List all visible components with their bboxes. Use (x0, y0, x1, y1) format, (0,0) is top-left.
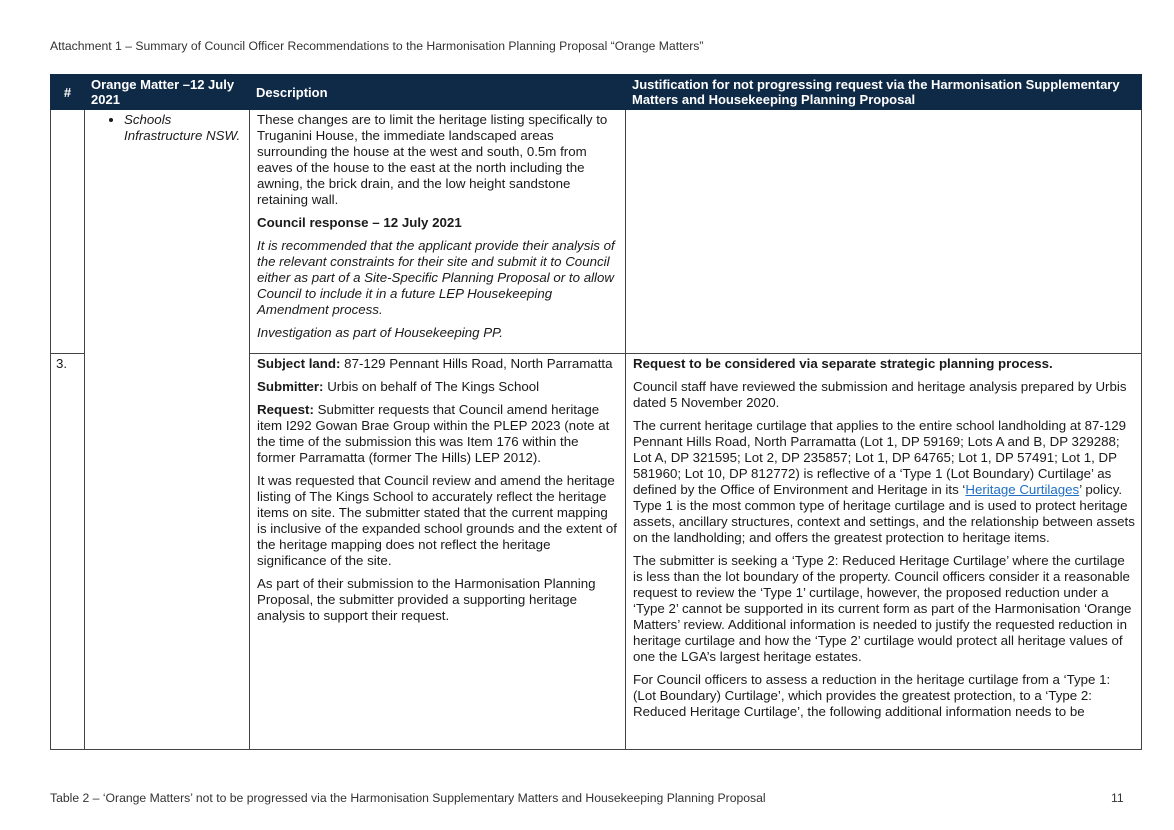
page-number: 11 (1111, 791, 1124, 805)
submitter-list (92, 112, 243, 144)
row-number: 3. (51, 354, 85, 750)
justification-cell-row-3 (626, 354, 1142, 750)
subject-land (257, 356, 619, 372)
number-cell-empty (51, 110, 85, 354)
table-row-continued (51, 110, 1142, 354)
council-response-heading: Council response – 12 July 2021 (257, 215, 462, 230)
description-cell-row-3 (250, 354, 626, 750)
subject-land-label: Subject land: (257, 356, 341, 371)
investigation-note: Investigation as part of Housekeeping PP. (257, 325, 503, 340)
description-cell-continued (250, 110, 626, 354)
table-header-row (51, 75, 1142, 110)
table-caption: Table 2 – ‘Orange Matters’ not to be progressed via the Harmonisation Supplementary Matters and Housekeeping Planning Proposal (50, 791, 766, 805)
heritage-curtilages-link[interactable]: Heritage Curtilages (965, 482, 1080, 497)
column-header-orange-matter: Orange Matter –12 July 2021 (85, 75, 250, 110)
curtilage-text-start: The current heritage curtilage that applies to the entire school landholding at 87-129 Pennant Hills Road, North Parramatta (Lot 1, DP 59169; Lots A and B, DP 329288; Lot A, DP 321595; Lot 2, DP 235857; Lot 1, DP 64765; Lot 1, DP 57491; Lot 1, DP 581960; Lot 10, DP 812772) is reflective of a ‘Type 1 (Lot Boundary) Curtilage’ as defined by the Office of Environment and Heritage in its ‘ (633, 418, 1127, 497)
orange-matter-cell (85, 110, 250, 750)
column-header-description: Description (250, 75, 626, 110)
submission-paragraph: As part of their submission to the Harmonisation Planning Proposal, the submitter provided a supporting heritage analysis to support their request. (257, 576, 596, 623)
description-intro: These changes are to limit the heritage listing specifically to Truganini House, the immediate landscaped areas surrounding the house at the west and south, 0.5m from eaves of the house to the east at the north including the awning, the brick drain, and the low height sandstone retaining wall. (257, 112, 608, 207)
assessment-paragraph: For Council officers to assess a reduction in the heritage curtilage from a ‘Type 1: (Lot Boundary) Curtilage’, which provides the greatest protection, to a ‘Type 2: Reduced Heritage Curtilage’, the following additional information needs to be (633, 672, 1111, 719)
column-header-number: # (51, 75, 85, 110)
request (257, 402, 619, 466)
council-response-text: It is recommended that the applicant provide their analysis of the relevant constraints for their site and submit it to Council either as part of a Site-Specific Planning Proposal or to allow Council to include it in a future LEP Housekeeping Amendment process. (257, 238, 615, 317)
staff-review-paragraph: Council staff have reviewed the submission and heritage analysis prepared by Urbis dated 5 November 2020. (633, 379, 1127, 410)
justification-heading: Request to be considered via separate strategic planning process. (633, 356, 1053, 371)
request-value: Submitter requests that Council amend heritage item I292 Gowan Brae Group within the PLEP 2023 (note at the time of the submission this was Item 176 within the former Parramatta (former The Hills) LEP 2012). (257, 402, 610, 465)
submitter-item: • Schools Infrastructure NSW. (124, 112, 243, 144)
page-header: Attachment 1 – Summary of Council Officer Recommendations to the Harmonisation Planning Proposal “Orange Matters” (50, 39, 704, 53)
curtilage-text-end: ’ policy. Type 1 is the most common type of heritage curtilage and is used to protect heritage assets, ancillary structures, context and settings, and the relationship between assets on the landholding; and offers the greatest protection to heritage items. (633, 482, 1135, 545)
description-content (257, 356, 619, 745)
review-paragraph: It was requested that Council review and amend the heritage listing of The Kings School to accurately reflect the heritage items on site. The submitter stated that the current mapping is inclusive of the expanded school grounds and the extent of the heritage mapping does not reflect the heritage significance of the site. (257, 473, 617, 568)
request-label: Request: (257, 402, 314, 417)
submitter-label: Submitter: (257, 379, 324, 394)
justification-cell-empty (626, 110, 1142, 354)
submitter (257, 379, 619, 395)
type2-paragraph: The submitter is seeking a ‘Type 2: Reduced Heritage Curtilage’ where the curtilage is less than the lot boundary of the property. Council officers consider it a reasonable request to review the ‘Type 1’ curtilage, however, the proposed reduction under a ‘Type 2’ cannot be supported in its current form as part of the Harmonisation ‘Orange Matters’ review. Additional information is needed to justify the requested reduction in heritage curtilage and how the ‘Type 2’ curtilage would protect all heritage values of one the LGA’s largest heritage estates. (633, 553, 1132, 664)
curtilage-paragraph (633, 418, 1135, 546)
summary-table (50, 74, 1142, 750)
justification-content (633, 356, 1135, 745)
column-header-justification: Justification for not progressing request via the Harmonisation Supplementary Matters and Housekeeping Planning Proposal (626, 75, 1142, 110)
submitter-value: Urbis on behalf of The Kings School (323, 379, 540, 394)
subject-land-value: 87-129 Pennant Hills Road, North Parramatta (340, 356, 613, 371)
